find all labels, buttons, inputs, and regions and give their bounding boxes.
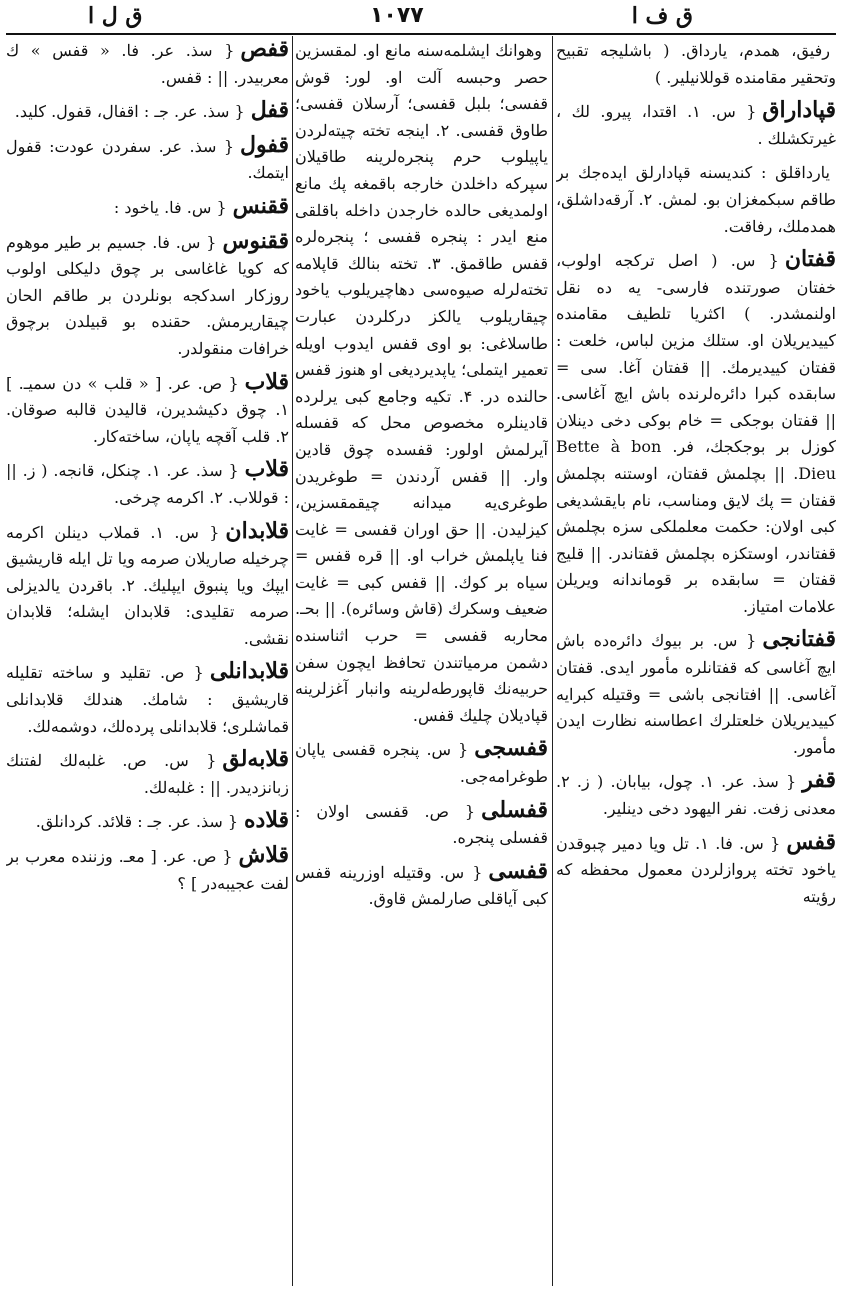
entry-headword: قفول bbox=[240, 131, 289, 158]
entry-headword: قفتانجی bbox=[762, 626, 836, 653]
entry-headword: قفر bbox=[802, 767, 836, 794]
entry-definition: { س. وقتیله اوزرینه قفس کبی آیاقلی صارلمش قاوق. bbox=[295, 862, 548, 909]
entry-headword: قفسجی bbox=[474, 735, 548, 762]
entry-definition: { ص. قفسی اولان : قفسلی پنجره. bbox=[295, 801, 548, 848]
entry-definition: { سذ. عر. فا. « قفس » ك معربیدر. || : قفس. bbox=[6, 41, 289, 87]
entry-definition: رفيق، همدم، يارداق. ( باشلیجه تقبیح وتحقیر مقامنده قوللانیلیر. ) bbox=[556, 41, 836, 87]
entry-headword: قلاده bbox=[244, 807, 289, 834]
dictionary-entry bbox=[6, 97, 289, 126]
dictionary-entry bbox=[295, 36, 548, 729]
entry-definition: { س. فا. جسیم بر طیر موهوم که کویا غاغاسی بر چوق دلیکلی اولوب روزکار اسدکجه بونلردن بر طاقم الحان چیقاریرمش. حقنده بو قبیلدن برچوق خرافات منقولدر. bbox=[6, 232, 289, 358]
entry-headword: قلاب bbox=[244, 368, 289, 395]
entry-definition: { س. ص. غلبه‌لك لفتنك زبانزدیدر. || : غلبه‌لك. bbox=[6, 751, 289, 797]
entry-definition: { سذ. عر. جـ : اقفال، قفول. کلید. bbox=[14, 102, 245, 122]
entry-definition: { سذ. عر. ۱. چول، بیابان. ( ز. ۲. معدنی زفت. نفر الیهود دخی دینلیر. bbox=[556, 772, 836, 819]
dictionary-entry bbox=[6, 228, 289, 363]
entry-definition: { س. ۱. اقتدا، پیرو. لك ، غیرتکشلك . bbox=[556, 102, 836, 148]
entry-headword: قلاب bbox=[244, 456, 289, 483]
dictionary-entry bbox=[6, 132, 289, 187]
dictionary-entry bbox=[6, 658, 289, 740]
dictionary-entry bbox=[556, 829, 836, 911]
entry-definition: { ص. عر. [ معـ. وزننده معرب بر لفت عجیبه‌در ] ؟ bbox=[6, 847, 289, 893]
dictionary-entry bbox=[556, 97, 836, 152]
dictionary-entry bbox=[295, 858, 548, 913]
entry-headword: قلابه‌لق bbox=[222, 746, 289, 773]
dictionary-entry bbox=[6, 746, 289, 801]
dictionary-entry bbox=[556, 36, 836, 91]
dictionary-entry bbox=[6, 456, 289, 511]
header-rule bbox=[6, 33, 836, 35]
entry-definition: { س. فا. ۱. تل ویا دمیر چبوقدن یاخود تخته پروازلردن معمول محفظه که رؤیته bbox=[556, 833, 836, 906]
entry-definition: { س. ( اصل ترکجه اولوب، خفتان صورتنده فارسی- یه ده نقل اولنمشدر. ) اکثریا تلطیف مقامنده کییدیریلان او. ستلك مزین لباس، خلعت : قفتان کییدیرمك. || قفتان آغا. سی = سابقده کبرا دائره‌لرنده باش ایچ آغاسی. || قفتان بوجکی = خام بوکی دخی دینلان کوزل بر بوجکجك، فر. Bette à bon Dieu. || بچلمش قفتان، اوستنه بچلمش قفتان = پك لايق ومناسب، نام بایقشدیغی کبی اولان: حکمت معلملکی سزه بچلمش قفتاندر، اوستکزه بچلمش قفتاندر. || قلیج قفتان = سابقده بر قوماندانه ویریلن علامات امتیاز. bbox=[556, 251, 836, 616]
entry-definition: يارداقلق : کندیسنه قپادارلق ایده‌جك بر طاقم سبکمغزان بو. لمش. ۲. آرقه‌داشلق، همدملك، رفاقت. bbox=[556, 163, 836, 236]
dictionary-entry bbox=[6, 369, 289, 451]
dictionary-entry bbox=[556, 626, 836, 761]
entry-definition: { سذ. عر. سفردن عودت: قفول ایتمك. bbox=[6, 136, 289, 183]
entry-definition: { س. فا. یاخود : bbox=[113, 197, 227, 217]
dictionary-entry bbox=[6, 193, 289, 222]
dictionary-entry bbox=[6, 36, 289, 91]
header-left-guide: ق ل ا bbox=[88, 3, 143, 29]
entry-headword: قلابدان bbox=[225, 517, 289, 544]
dictionary-entry bbox=[556, 767, 836, 822]
entry-definition: { س. بر بیوك دائره‌ده باش ایچ آغاسی که قفتانلره مأمور ایدی. قفتان آغاسی. || افتانجی باشی = وقتیله کبرایه کییدیریلان خلعتلرك اعطاسنه نظارت ایدن مأمور. bbox=[556, 631, 836, 757]
entry-definition: { س. پنجره قفسی یاپان طوغرامه‌جی. bbox=[295, 740, 548, 787]
entry-headword: ققنوس bbox=[222, 227, 289, 254]
entry-headword: قفل bbox=[250, 97, 289, 124]
middle-column bbox=[295, 36, 548, 1286]
entry-definition: { سذ. عر. ۱. چنکل، قانجه. ( ز. || : قوللاب. ۲. اکرمه چرخی. bbox=[6, 461, 289, 507]
dictionary-entry bbox=[295, 797, 548, 852]
entry-definition: { سذ. عر. جـ : قلائد. کردانلق. bbox=[35, 812, 239, 832]
left-column bbox=[6, 36, 289, 1286]
entry-headword: قلاش bbox=[238, 842, 289, 869]
column-divider bbox=[552, 36, 553, 1286]
dictionary-entry bbox=[6, 807, 289, 836]
dictionary-entry bbox=[295, 735, 548, 790]
entry-definition: وهوانك ایشلمه‌سنه مانع او. لمقسزین حصر وحبسه آلت او. لور: قوش قفسی؛ بلبل قفسی؛ آرسلان قفسی؛ طاوق قفسی. ۲. اینجه تخته چیته‌لردن یاپیلوب حرم پنجره‌لرینه طاقیلان سپرکه داخلدن خارجه باقمغه پك مانع اولمدیغی حالده خارجدن داخله باقلقی منع ایدر : پنجره قفسی ؛ پنجره‌لره قفس طاقمق. ۳. تخته بنالك قاپلامه تخته‌لرله صیوه‌سی دهاچیریلوب یاخود چیقاریلوب یالکز درکلردن عبارت طاسلاغی: بو اوی قفس ایدوب اویله تعمیر ایتملی؛ یاپدیردیغی او هنوز قفس حالنده در. ۴. تکیه وجامع کبی یرلرده قادینلره مخصوص محل که قفسله آیرلمش اولور: قفسده چوق قادین وار. || قفس آردندن = طوغریدن طوغری‌یه میدانه چیقمقسزین، کیزلیدن. || حق اوران قفسی = غایت فنا یاپلمش خراب او. || قره قفس = سیاه بر کوك. || قفس کبی = غایت ضعیف وسکرك (قاش وسائره). || بحـ. محاربه قفسی = حرب اثناسنده دشمن مرمیاتندن تحافظ ایچون سفن حربیه‌نك قاپورطه‌لرینه وانبار آغزلرینه قپادیلان چلیك قفس. bbox=[295, 41, 548, 725]
entry-headword: قفس bbox=[786, 828, 836, 855]
entry-headword: قپاداراق bbox=[762, 97, 836, 124]
page-header bbox=[0, 0, 848, 30]
column-divider bbox=[292, 36, 293, 1286]
entry-headword: قلابدانلی bbox=[209, 658, 289, 685]
entry-definition: { ص. تقلید و ساخته تقلیله قاریشیق : شامك. هندلك قلابدانلی قماشلری؛ قلابدانلی پرده‌لك، دوشمه‌لك. bbox=[6, 663, 289, 736]
entry-headword: قفتان bbox=[784, 246, 836, 273]
entry-definition: { ص. عر. [ « قلب » دن سمیـ. ] ۱. چوق دکیشدیرن، قالیدن قالبه صوقان. ۲. قلب آقچه یاپان، ساخته‌کار. bbox=[6, 373, 289, 446]
entry-headword: قفسی bbox=[488, 857, 548, 884]
entry-headword: قفص bbox=[240, 36, 289, 62]
dictionary-entry bbox=[6, 518, 289, 653]
entry-headword: ققنس bbox=[232, 192, 289, 219]
entry-headword: قفسلی bbox=[481, 796, 548, 823]
header-right-guide: ق ف ا bbox=[631, 3, 693, 29]
dictionary-entry bbox=[6, 842, 289, 897]
right-column bbox=[556, 36, 836, 1286]
dictionary-entry bbox=[556, 158, 836, 240]
page-number: ۱۰۷۷ bbox=[370, 3, 424, 28]
entry-definition: { س. ۱. قملاب دینلن اکرمه چرخیله صاریلان صرمه ویا تل ایله قاریشیق ایپك ویا پنبوق ایپلیك. ۲. باقردن یالدیزلی صرمه تقلیدی: قلابدان ایشله؛ قلابدان نقشی. bbox=[6, 522, 289, 648]
dictionary-entry bbox=[556, 246, 836, 620]
